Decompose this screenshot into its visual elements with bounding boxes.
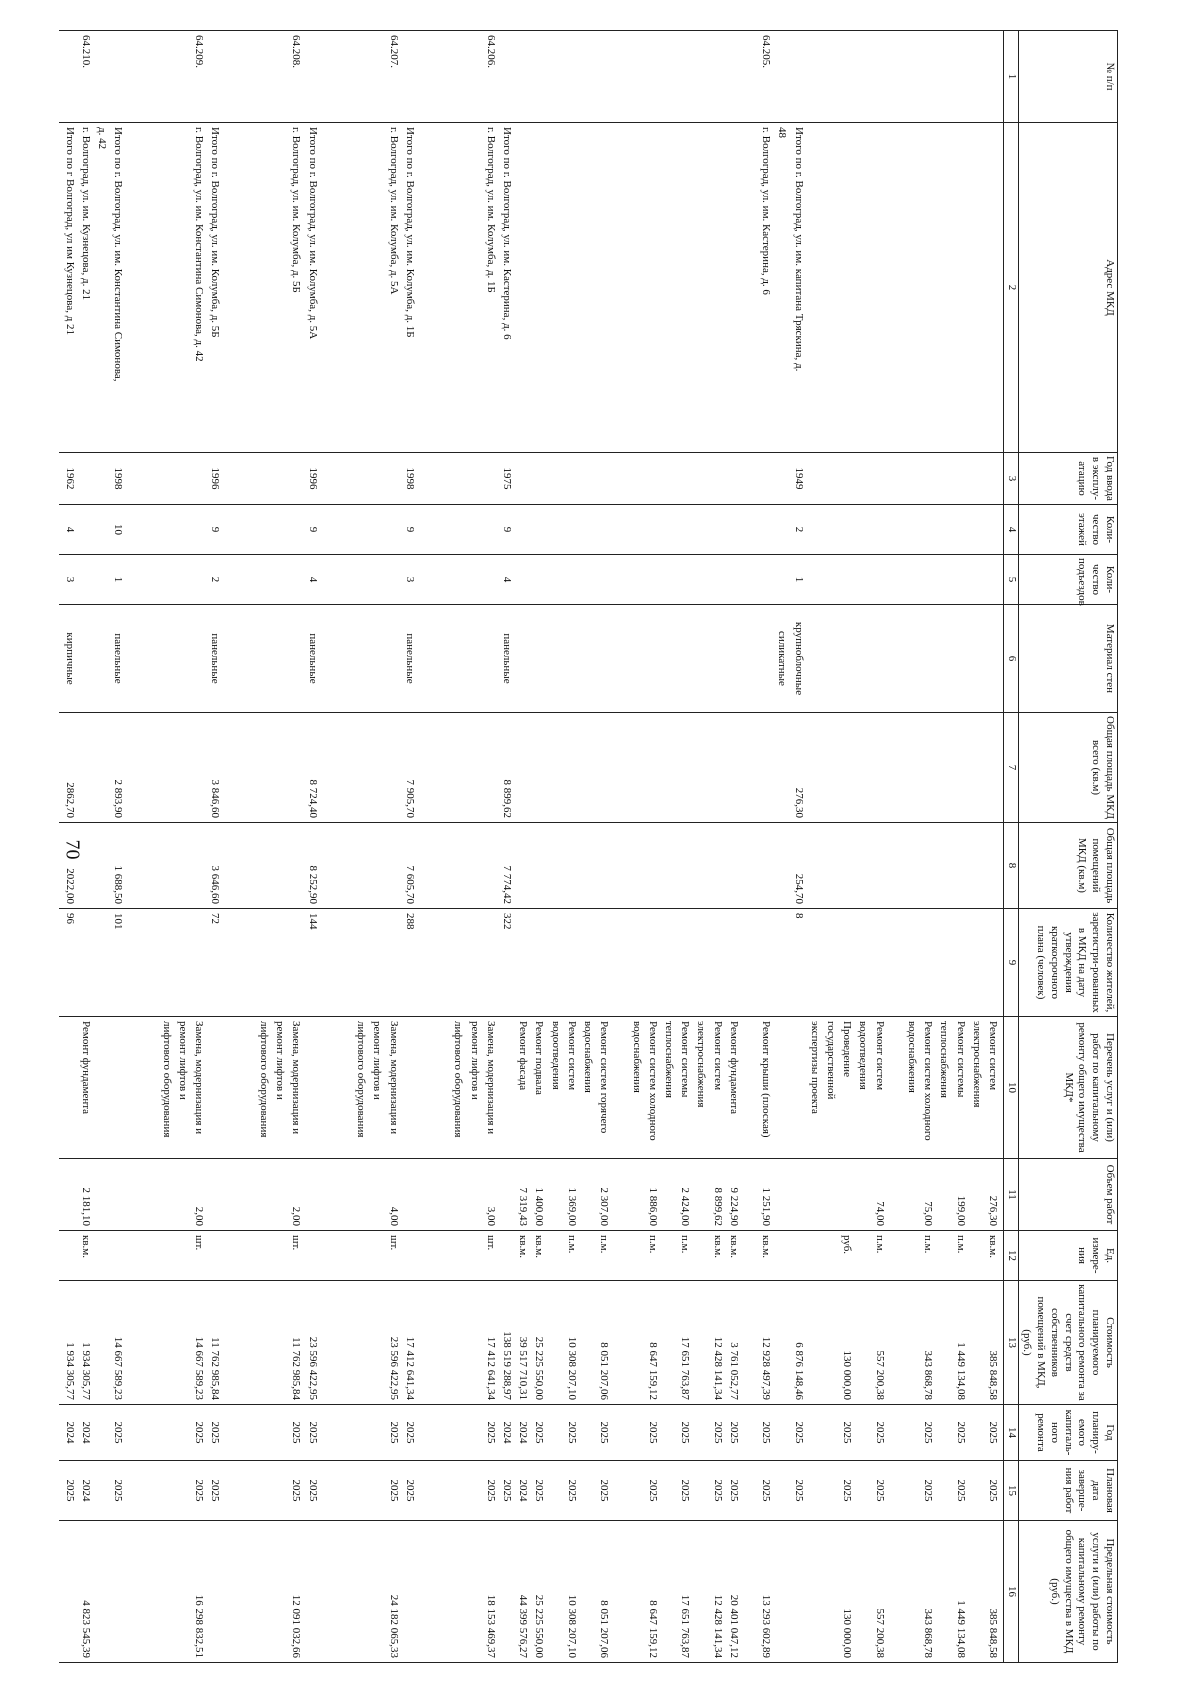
cell-r37-c15: 2025 — [387, 1479, 400, 1502]
cell-r36-c2: Итого по г. Волгоград, ул. им. Колумба, д. 1Б — [403, 127, 416, 338]
cell-r43-c14: 2025 — [290, 1421, 303, 1444]
cell-r24-c15: 2025 — [598, 1479, 611, 1502]
cell-r12-c7: 276,30 — [792, 787, 805, 818]
cell-r31-c1: 64.206. — [484, 35, 497, 68]
cell-r37-c14: 2025 — [387, 1421, 400, 1444]
cell-r56-c10: Ремонт фундамента — [79, 1021, 92, 1115]
column-number-3: 3 — [1004, 453, 1019, 505]
column-header-6: Материал стен — [1018, 605, 1117, 713]
cell-r30-c15: 2025 — [501, 1479, 513, 1502]
page-number: 70 — [61, 839, 84, 860]
cell-r57-c7: 2862,70 — [63, 782, 76, 818]
cell-r54-c14: 2025 — [112, 1421, 125, 1444]
cell-r2-c14: 2025 — [954, 1421, 967, 1444]
cell-r7-c13: 557 200,38 — [873, 1350, 886, 1400]
cell-r21-c14: 2025 — [646, 1421, 659, 1444]
cell-r54-c6: панельные — [112, 633, 125, 684]
cell-r14-c13: 12 928 497,39 — [760, 1336, 773, 1400]
cell-r43-c13: 11 762 985,84 — [290, 1337, 303, 1400]
cell-r26-c15: 2025 — [565, 1479, 578, 1502]
column-number-4: 4 — [1004, 505, 1019, 555]
column-header-1: № п/п — [1018, 31, 1117, 123]
cell-r29-c14: 2024 — [517, 1421, 530, 1444]
cell-r49-c2: г. Волгоград, ул. им. Константина Симонова, д. 42 — [193, 127, 206, 362]
cell-r17-c12: кв.м. — [711, 1235, 724, 1258]
cell-r37-c2: г. Волгоград, ул. им. Колумба, д. 5А — [387, 127, 400, 295]
cell-r28-c16: 25 225 550,00 — [533, 1594, 546, 1658]
cell-r45-c10: лифтового оборудования — [258, 1021, 270, 1138]
cell-r48-c5: 2 — [209, 576, 222, 583]
cell-r54-c3: 1998 — [112, 467, 125, 490]
cell-r9-c14: 2025 — [841, 1421, 854, 1444]
cell-r30-c5: 4 — [501, 576, 513, 583]
column-header-14: Год планиру-емого капиталь-ного ремонта — [1018, 1405, 1117, 1461]
cell-r13-c2: 48 — [776, 127, 789, 138]
cell-r13-c6: силикатные — [776, 631, 789, 686]
cell-r49-c1: 64.209. — [193, 35, 206, 68]
column-body-5 — [59, 555, 1004, 605]
cell-r36-c14: 2025 — [403, 1421, 416, 1444]
column-header-5: Коли-чество подъездов — [1018, 555, 1117, 605]
cell-r56-c16: 4 823 545,39 — [79, 1600, 92, 1658]
cell-r36-c7: 7 905,70 — [403, 779, 416, 818]
cell-r56-c14: 2024 — [79, 1421, 92, 1444]
cell-r28-c15: 2025 — [533, 1479, 546, 1502]
cell-r4-c14: 2025 — [922, 1421, 935, 1444]
cell-r54-c2: Итого по г. Волгоград, ул. им. Константина Симонова, — [112, 127, 125, 382]
cell-r37-c13: 23 596 422,95 — [387, 1336, 400, 1400]
cell-r19-c13: 17 651 763,87 — [679, 1336, 692, 1400]
cell-r7-c11: 74,00 — [873, 1201, 886, 1226]
column-number-5: 5 — [1004, 555, 1019, 605]
cell-r31-c11: 3,00 — [484, 1206, 497, 1226]
cell-r3-c10: теплоснабжения — [938, 1021, 951, 1098]
cell-r20-c10: теплоснабжения — [663, 1021, 675, 1098]
cell-r49-c12: шт. — [193, 1235, 206, 1251]
cell-r30-c13: 138 519 288,97 — [501, 1331, 513, 1400]
header-row — [1018, 31, 1117, 1663]
cell-r30-c7: 8 899,62 — [501, 779, 513, 818]
cell-r57-c4: 4 — [63, 526, 76, 533]
cell-r54-c9: 101 — [112, 913, 125, 930]
cell-r0-c12: кв.м. — [987, 1235, 999, 1258]
cell-r0-c13: 385 848,58 — [987, 1350, 999, 1400]
cell-r49-c14: 2025 — [193, 1421, 206, 1444]
column-number-16: 16 — [1004, 1521, 1019, 1663]
cell-r37-c10: Замена, модернизация и — [387, 1021, 400, 1135]
cell-r2-c10: Ремонт системы — [954, 1021, 967, 1098]
column-header-16: Предельная стоимость услуги и (или) работы по капитальному ремонту общего имущества в МКД (руб.) — [1018, 1521, 1117, 1663]
cell-r16-c13: 3 761 052,77 — [727, 1342, 740, 1400]
cell-r17-c15: 2025 — [711, 1479, 724, 1502]
cell-r43-c10: Замена, модернизация и — [290, 1021, 303, 1135]
cell-r26-c10: Ремонт систем — [565, 1021, 578, 1091]
column-header-12: Ед. измере-ния — [1018, 1231, 1117, 1281]
cell-r43-c16: 12 091 032,66 — [290, 1594, 303, 1658]
column-body-16 — [59, 1521, 1004, 1663]
cell-r55-c2: д. 42 — [96, 127, 108, 150]
cell-r49-c13: 14 667 589,23 — [193, 1336, 206, 1400]
cell-r21-c11: 1 886,00 — [646, 1187, 659, 1226]
column-body-14 — [59, 1405, 1004, 1461]
cell-r37-c1: 64.207. — [387, 35, 400, 68]
cell-r24-c13: 8 051 207,06 — [598, 1342, 611, 1400]
cell-r48-c2: Итого по г. Волгоград, ул. им. Колумба, д. 5Б — [209, 127, 222, 338]
cell-r16-c10: Ремонт фундамента — [727, 1021, 740, 1115]
cell-r56-c2: г. Волгоград, ул. им. Кузнецова, д. 21 — [79, 127, 92, 301]
cell-r42-c8: 8 252,90 — [306, 865, 319, 904]
cell-r12-c14: 2025 — [792, 1421, 805, 1444]
cell-r4-c13: 343 868,78 — [922, 1350, 935, 1400]
cell-r28-c13: 25 225 550,00 — [533, 1336, 546, 1400]
column-header-15: Плановая дата заверше-ния работ — [1018, 1461, 1117, 1521]
cell-r48-c9: 72 — [209, 913, 222, 924]
cell-r9-c15: 2025 — [841, 1479, 854, 1502]
rotated-table-sheet — [60, 30, 1118, 1662]
cell-r9-c16: 130 000,00 — [841, 1608, 854, 1658]
column-header-9: Количество жителей, зарегистри-рованных в МКД на дату утверждения краткосрочного плана (человек) — [1018, 909, 1117, 1017]
column-header-8: Общая площадь помещений МКД (кв.м) — [1018, 823, 1117, 909]
table-body — [59, 31, 1004, 1663]
cell-r21-c15: 2025 — [646, 1479, 659, 1502]
cell-r17-c16: 12 428 141,34 — [711, 1594, 724, 1658]
cell-r54-c13: 14 667 589,23 — [112, 1336, 125, 1400]
cell-r24-c12: п.м. — [598, 1235, 611, 1254]
column-body-3 — [59, 453, 1004, 505]
cell-r42-c4: 9 — [306, 526, 319, 533]
column-body-4 — [59, 505, 1004, 555]
cell-r4-c15: 2025 — [922, 1479, 935, 1502]
cell-r19-c16: 17 651 763,87 — [679, 1594, 692, 1658]
cell-r0-c14: 2025 — [987, 1421, 999, 1444]
cell-r2-c13: 1 449 134,08 — [954, 1342, 967, 1400]
column-body-11 — [59, 1159, 1004, 1231]
cell-r49-c15: 2025 — [193, 1479, 206, 1502]
cell-r57-c6: кирпичные — [63, 632, 76, 685]
cell-r21-c13: 8 647 159,12 — [646, 1342, 659, 1400]
cell-r31-c14: 2025 — [484, 1421, 497, 1444]
cell-r14-c2: г. Волгоград, ул. им. Кастерина, д. 6 — [760, 127, 773, 295]
column-body-12 — [59, 1231, 1004, 1281]
cell-r19-c11: 2 424,00 — [679, 1187, 692, 1226]
cell-r37-c16: 24 182 065,33 — [387, 1594, 400, 1658]
cell-r0-c10: Ремонт систем — [987, 1021, 999, 1091]
cell-r42-c7: 8 724,40 — [306, 779, 319, 818]
cell-r31-c10: Замена, модернизация и — [484, 1021, 497, 1135]
cell-r26-c11: 1 369,00 — [565, 1187, 578, 1226]
cell-r42-c14: 2025 — [306, 1421, 319, 1444]
cell-r19-c14: 2025 — [679, 1421, 692, 1444]
cell-r36-c3: 1998 — [403, 467, 416, 490]
cell-r16-c16: 20 401 047,12 — [727, 1594, 740, 1658]
cell-r26-c13: 10 308 207,10 — [565, 1336, 578, 1400]
cell-r7-c10: Ремонт систем — [873, 1021, 886, 1091]
column-body-8 — [59, 823, 1004, 909]
cell-r31-c13: 17 412 641,34 — [484, 1336, 497, 1400]
cell-r31-c2: г. Волгоград, ул. им. Колумба, д. 1Б — [484, 127, 497, 293]
cell-r42-c2: Итого по г. Волгоград, ул. им. Колумба, д. 5А — [306, 127, 319, 340]
cell-r29-c11: 7 319,43 — [517, 1187, 530, 1226]
cell-r54-c8: 1 688,50 — [112, 865, 125, 904]
cell-r4-c10: Ремонт систем холодного — [922, 1021, 935, 1141]
cell-r48-c3: 1996 — [209, 467, 222, 490]
cell-r2-c15: 2025 — [954, 1479, 967, 1502]
cell-r42-c6: панельные — [306, 633, 319, 684]
cell-r12-c15: 2025 — [792, 1479, 805, 1502]
column-body-6 — [59, 605, 1004, 713]
cell-r12-c3: 1949 — [792, 467, 805, 490]
cell-r26-c12: п.м. — [565, 1235, 578, 1254]
cell-r57-c2: Итого по г Волгоград, ул им Кузнецова, д 21 — [63, 127, 76, 336]
cell-r31-c12: шт. — [484, 1235, 497, 1251]
cell-r30-c4: 9 — [501, 526, 513, 533]
column-body-1 — [59, 31, 1004, 123]
cell-r14-c16: 13 293 602,89 — [760, 1594, 773, 1658]
cell-r57-c14: 2024 — [63, 1421, 76, 1444]
cell-r38-c10: ремонт лифтов и — [371, 1021, 384, 1100]
cell-r43-c2: г. Волгоград, ул. им. Колумба, д. 5Б — [290, 127, 303, 293]
cell-r24-c10: Ремонт систем горячего — [598, 1021, 611, 1134]
cell-r2-c16: 1 449 134,08 — [954, 1600, 967, 1658]
cell-r56-c12: кв.м. — [79, 1235, 92, 1258]
cell-r30-c2: Итого по г. Волгоград, ул. им. Кастерина, д. 6 — [501, 127, 513, 340]
column-header-2: Адрес МКД — [1018, 123, 1117, 453]
cell-r25-c10: водоснабжения — [582, 1021, 594, 1093]
cell-r27-c10: водоотведения — [549, 1021, 562, 1090]
cell-r56-c15: 2024 — [79, 1479, 92, 1502]
column-number-1: 1 — [1004, 31, 1019, 123]
column-header-3: Год ввода в эксплу-атацию — [1018, 453, 1117, 505]
cell-r36-c15: 2025 — [403, 1479, 416, 1502]
cell-r36-c4: 9 — [403, 526, 416, 533]
cell-r4-c16: 343 868,78 — [922, 1608, 935, 1658]
cell-r14-c11: 1 251,90 — [760, 1187, 773, 1226]
cell-r19-c15: 2025 — [679, 1479, 692, 1502]
cell-r36-c6: панельные — [403, 633, 416, 684]
cell-r29-c10: Ремонт фасада — [517, 1021, 530, 1091]
cell-r42-c9: 144 — [306, 913, 319, 930]
cell-r44-c10: ремонт лифтов и — [274, 1021, 287, 1100]
column-number-13: 13 — [1004, 1281, 1019, 1405]
cell-r48-c6: панельные — [209, 633, 222, 684]
cell-r19-c12: п.м. — [679, 1235, 692, 1254]
cell-r42-c13: 23 596 422,95 — [306, 1336, 319, 1400]
column-body-2 — [59, 123, 1004, 453]
cell-r49-c11: 2,00 — [193, 1206, 206, 1226]
cell-r12-c4: 2 — [792, 526, 805, 533]
cell-r48-c15: 2025 — [209, 1479, 222, 1502]
cell-r50-c10: ремонт лифтов и — [177, 1021, 189, 1100]
cell-r9-c12: руб. — [841, 1235, 854, 1255]
cell-r0-c15: 2025 — [987, 1479, 999, 1502]
column-number-7: 7 — [1004, 713, 1019, 823]
cell-r16-c12: кв.м. — [727, 1235, 740, 1258]
cell-r4-c11: 75,00 — [922, 1201, 935, 1226]
cell-r18-c10: электроснабжения — [695, 1021, 708, 1108]
column-header-7: Общая площадь МКД всего (кв.м) — [1018, 713, 1117, 823]
column-header-4: Коли-чество этажей — [1018, 505, 1117, 555]
cell-r43-c15: 2025 — [290, 1479, 303, 1502]
cell-r36-c8: 7 605,70 — [403, 865, 416, 904]
capital-repair-table — [59, 30, 1118, 1663]
cell-r30-c14: 2024 — [501, 1421, 513, 1444]
cell-r11-c10: экспертизы проекта — [808, 1021, 821, 1114]
cell-r26-c16: 10 308 207,10 — [565, 1594, 578, 1658]
column-header-13: Стоимость планируемого капитального ремонта за счет средств собственников помещений в МКД, (руб.) — [1018, 1281, 1117, 1405]
column-number-10: 10 — [1004, 1017, 1019, 1159]
cell-r43-c1: 64.208. — [290, 35, 303, 68]
cell-r31-c15: 2025 — [484, 1479, 497, 1502]
cell-r26-c14: 2025 — [565, 1421, 578, 1444]
cell-r22-c10: водоснабжения — [630, 1021, 643, 1093]
cell-r42-c3: 1996 — [306, 467, 319, 490]
cell-r16-c14: 2025 — [727, 1421, 740, 1444]
cell-r17-c11: 8 899,62 — [711, 1187, 724, 1226]
cell-r9-c10: Проведение — [841, 1021, 854, 1077]
column-number-9: 9 — [1004, 909, 1019, 1017]
cell-r30-c9: 322 — [501, 913, 513, 930]
cell-r28-c12: кв.м. — [533, 1235, 546, 1258]
cell-r48-c13: 11 762 985,84 — [209, 1337, 222, 1400]
cell-r39-c10: лифтового оборудования — [355, 1021, 368, 1138]
cell-r36-c9: 288 — [403, 913, 416, 930]
cell-r12-c8: 254,70 — [792, 873, 805, 904]
cell-r16-c11: 9 224,90 — [727, 1187, 740, 1226]
cell-r57-c8: 2022,00 — [63, 868, 76, 904]
cell-r36-c5: 3 — [403, 576, 416, 583]
cell-r31-c16: 18 153 469,37 — [484, 1594, 497, 1658]
cell-r54-c4: 10 — [112, 524, 125, 535]
column-number-12: 12 — [1004, 1231, 1019, 1281]
column-body-10 — [59, 1017, 1004, 1159]
column-number-14: 14 — [1004, 1405, 1019, 1461]
cell-r12-c13: 6 876 148,46 — [792, 1342, 805, 1400]
column-header-11: Объем работ — [1018, 1159, 1117, 1231]
cell-r29-c12: кв.м. — [517, 1235, 530, 1258]
column-body-9 — [59, 909, 1004, 1017]
cell-r56-c1: 64.210. — [79, 35, 92, 68]
cell-r12-c2: Итого по г. Волгоград, ул. им. капитана Тряскина, д. — [792, 127, 805, 372]
column-number-6: 6 — [1004, 605, 1019, 713]
cell-r12-c9: 8 — [792, 913, 805, 919]
cell-r30-c6: панельные — [501, 633, 513, 684]
cell-r19-c10: Ремонт системы — [679, 1021, 692, 1098]
cell-r30-c8: 7 774,42 — [501, 865, 513, 904]
cell-r49-c16: 16 298 832,51 — [193, 1594, 206, 1658]
column-number-row — [1004, 31, 1019, 1663]
cell-r57-c15: 2025 — [63, 1479, 76, 1502]
cell-r57-c13: 1 934 305,77 — [63, 1342, 76, 1400]
cell-r54-c5: 1 — [112, 576, 125, 583]
cell-r54-c15: 2025 — [112, 1479, 125, 1502]
cell-r30-c3: 1975 — [501, 467, 513, 490]
cell-r2-c11: 199,00 — [954, 1195, 967, 1226]
cell-r14-c15: 2025 — [760, 1479, 773, 1502]
cell-r12-c6: крупноблочные — [792, 621, 805, 696]
column-body-15 — [59, 1461, 1004, 1521]
column-header-10: Перечень услуг и (или) работ по капитальному ремонту общего имущества МКД* — [1018, 1017, 1117, 1159]
cell-r9-c13: 130 000,00 — [841, 1350, 854, 1400]
cell-r43-c12: шт. — [290, 1235, 303, 1251]
cell-r29-c13: 39 517 710,31 — [517, 1336, 530, 1400]
column-number-15: 15 — [1004, 1461, 1019, 1521]
cell-r48-c8: 3 646,60 — [209, 865, 222, 904]
cell-r57-c9: 96 — [63, 913, 76, 924]
cell-r24-c14: 2025 — [598, 1421, 611, 1444]
cell-r8-c10: водоотведения — [857, 1021, 870, 1090]
cell-r12-c5: 1 — [792, 576, 805, 583]
cell-r21-c10: Ремонт систем холодного — [646, 1021, 659, 1141]
cell-r14-c10: Ремонт крыши (плоская) — [760, 1021, 773, 1138]
cell-r36-c13: 17 412 641,34 — [403, 1336, 416, 1400]
column-number-11: 11 — [1004, 1159, 1019, 1231]
cell-r16-c15: 2025 — [727, 1479, 740, 1502]
cell-r29-c16: 44 399 576,27 — [517, 1594, 530, 1658]
cell-r57-c3: 1962 — [63, 467, 76, 490]
cell-r29-c15: 2024 — [517, 1479, 530, 1502]
cell-r14-c1: 64.205. — [760, 35, 773, 68]
cell-r7-c15: 2025 — [873, 1479, 886, 1502]
cell-r7-c12: п.м. — [873, 1235, 886, 1254]
cell-r48-c4: 9 — [209, 526, 222, 533]
column-body-13 — [59, 1281, 1004, 1405]
cell-r7-c14: 2025 — [873, 1421, 886, 1444]
cell-r21-c12: п.м. — [646, 1235, 659, 1254]
cell-r56-c11: 2 181,10 — [79, 1187, 92, 1226]
cell-r37-c12: шт. — [387, 1235, 400, 1251]
cell-r14-c14: 2025 — [760, 1421, 773, 1444]
cell-r28-c11: 1 400,00 — [533, 1187, 546, 1226]
cell-r2-c12: п.м. — [954, 1235, 967, 1254]
cell-r4-c12: п.м. — [922, 1235, 935, 1254]
cell-r49-c10: Замена, модернизация и — [193, 1021, 206, 1135]
cell-r14-c12: кв.м. — [760, 1235, 773, 1258]
cell-r5-c10: водоснабжения — [906, 1021, 918, 1093]
cell-r28-c10: Ремонт подвала — [533, 1021, 546, 1095]
cell-r21-c16: 8 647 159,12 — [646, 1600, 659, 1658]
cell-r43-c11: 2,00 — [290, 1206, 303, 1226]
cell-r48-c14: 2025 — [209, 1421, 222, 1444]
cell-r24-c16: 8 051 207,06 — [598, 1600, 611, 1658]
cell-r7-c16: 557 200,38 — [873, 1608, 886, 1658]
cell-r42-c15: 2025 — [306, 1479, 319, 1502]
cell-r17-c13: 12 428 141,34 — [711, 1336, 724, 1400]
cell-r57-c5: 3 — [63, 576, 76, 583]
cell-r51-c10: лифтового оборудования — [160, 1021, 173, 1138]
cell-r48-c7: 3 846,60 — [209, 779, 222, 818]
cell-r56-c13: 1 934 305,77 — [79, 1342, 92, 1400]
cell-r37-c11: 4,00 — [387, 1206, 400, 1226]
column-body-7 — [59, 713, 1004, 823]
cell-r17-c14: 2025 — [711, 1421, 724, 1444]
cell-r33-c10: лифтового оборудования — [452, 1021, 465, 1138]
cell-r32-c10: ремонт лифтов и — [468, 1021, 481, 1100]
cell-r17-c10: Ремонт систем — [711, 1021, 724, 1091]
cell-r54-c7: 2 893,90 — [112, 779, 125, 818]
column-number-8: 8 — [1004, 823, 1019, 909]
column-number-2: 2 — [1004, 123, 1019, 453]
cell-r42-c5: 4 — [306, 576, 319, 583]
cell-r0-c11: 276,30 — [987, 1195, 999, 1226]
cell-r10-c10: государственной — [825, 1021, 837, 1100]
cell-r24-c11: 2 307,00 — [598, 1187, 611, 1226]
cell-r0-c16: 385 848,58 — [987, 1608, 999, 1658]
cell-r1-c10: электроснабжения — [970, 1021, 983, 1108]
cell-r28-c14: 2025 — [533, 1421, 546, 1444]
